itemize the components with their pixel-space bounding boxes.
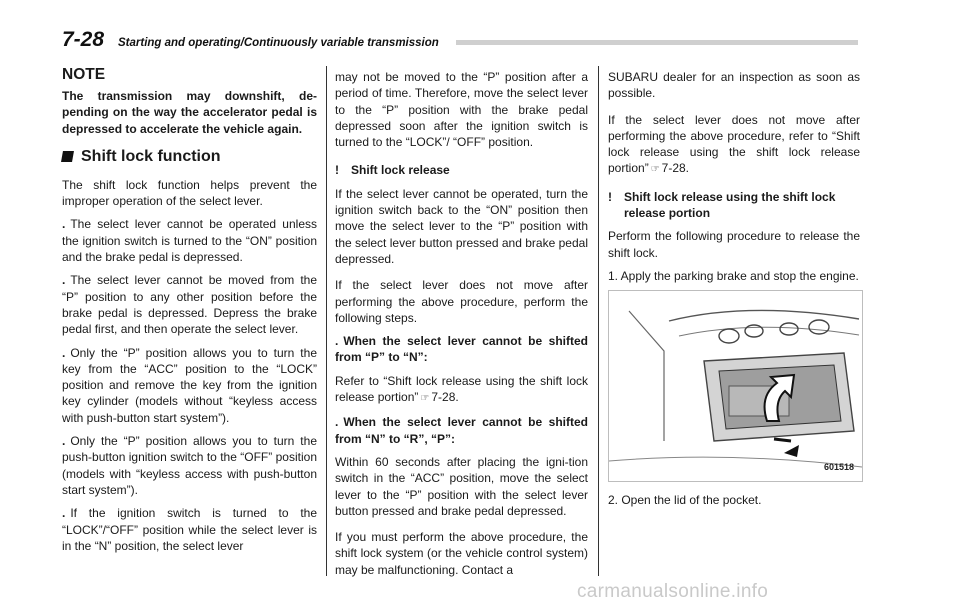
note-heading: NOTE: [62, 66, 106, 83]
warning-marker-icon: !: [335, 163, 339, 178]
bullet-icon: .: [335, 334, 339, 349]
page-number: 7-28: [62, 28, 105, 51]
intro-paragraph: The shift lock function helps prevent the improper operation of the select lever.: [62, 177, 317, 209]
column-3: [608, 69, 860, 509]
section-marker-icon: [61, 151, 74, 162]
column-divider: [326, 66, 327, 576]
header-rule: [456, 40, 858, 45]
continuation-paragraph: may not be moved to the “P” position after a period of time. Therefore, move the select lever to the “P” position with the brake pedal depressed soon after the ignition switch is turned to the “LOCK”/ “OFF” position.: [335, 70, 588, 150]
bullet-item: . The select lever cannot be moved from the “P” position to any other position before the brake pedal is depressed. Depress the brake pedal first, and then operate the select lever.: [62, 273, 317, 337]
page-reference-icon: ☞: [650, 164, 660, 176]
paragraph: If you must perform the above procedure, the shift lock system (or the vehicle control system) may be malfunctioning. Contact a: [335, 530, 588, 577]
continuation-paragraph: SUBARU dealer for an inspection as soon as possible.: [608, 70, 860, 101]
bullet-icon: .: [62, 506, 66, 521]
case-heading: . When the select lever cannot be shifted from “P” to “N”:: [335, 334, 588, 365]
bullet-icon: .: [62, 345, 66, 360]
page-reference-icon: ☞: [420, 393, 430, 405]
figure-code: 601518: [823, 461, 854, 472]
column-1: [62, 66, 317, 554]
bullet-item: . Only the “P” position allows you to turn the push-button ignition switch to the “OFF” position (models with “keyless access with push-button start system”).: [62, 434, 317, 497]
section-heading: [62, 147, 317, 167]
column-divider: [598, 66, 599, 576]
paragraph: If the select lever cannot be operated, turn the ignition switch back to the “ON” position then move the select lever to the “P” position with the select lever button pressed and brake pedal depressed.: [335, 186, 588, 266]
watermark: carmanualsonline.info: [577, 581, 769, 602]
header-title: Starting and operating/Continuously variable transmission: [118, 37, 439, 49]
subheading: ! Shift lock release: [335, 163, 450, 178]
paragraph: Refer to “Shift lock release using the shift lock release portion” ☞ 7-28.: [335, 373, 588, 405]
column-2: [335, 69, 588, 578]
page-header: [62, 28, 858, 54]
paragraph: Within 60 seconds after placing the igni-tion switch in the “ACC” position, move the select lever to the “P” position with the select lever button pressed and brake pedal depressed.: [335, 454, 588, 518]
bullet-item: . The select lever cannot be operated unless the ignition switch is turned to the “ON” position and the brake pedal is depressed.: [62, 217, 317, 265]
bullet-icon: .: [62, 217, 66, 232]
section-title: Shift lock function: [81, 147, 221, 165]
bullet-icon: .: [62, 434, 66, 449]
paragraph: If the select lever does not move after performing the above procedure, refer to “Shift lock release using the shift lock release portion” ☞ 7-28.: [608, 112, 860, 176]
bullet-item: . If the ignition switch is turned to the “LOCK”/“OFF” position while the select lever is in the “N” position, the select lever: [62, 506, 317, 553]
subheading: ! Shift lock release using the shift lock release portion: [608, 189, 836, 221]
case-heading: . When the select lever cannot be shifted from “N” to “R”, “P”:: [335, 415, 588, 446]
pocket-illustration: [608, 290, 863, 482]
console-drawing: [609, 291, 862, 481]
paragraph: Perform the following procedure to release the shift lock.: [608, 229, 860, 260]
bullet-icon: .: [335, 415, 339, 430]
paragraph: If the select lever does not move after performing the above procedure, perform the following steps.: [335, 278, 588, 325]
step-item: 1. Apply the parking brake and stop the engine.: [608, 268, 859, 283]
bullet-item: . Only the “P” position allows you to turn the key from the “ACC” position to the “LOCK” position and remove the key from the ignition key cylinder (models without “keyless access with push-button start system”).: [62, 345, 317, 425]
warning-marker-icon: !: [608, 189, 612, 204]
bullet-icon: .: [62, 273, 66, 288]
step-item: 2. Open the lid of the pocket.: [608, 493, 762, 508]
note-body: The transmission may downshift, de-pending on the way the accelerator pedal is depressed to accelerate the vehicle again.: [62, 89, 317, 136]
